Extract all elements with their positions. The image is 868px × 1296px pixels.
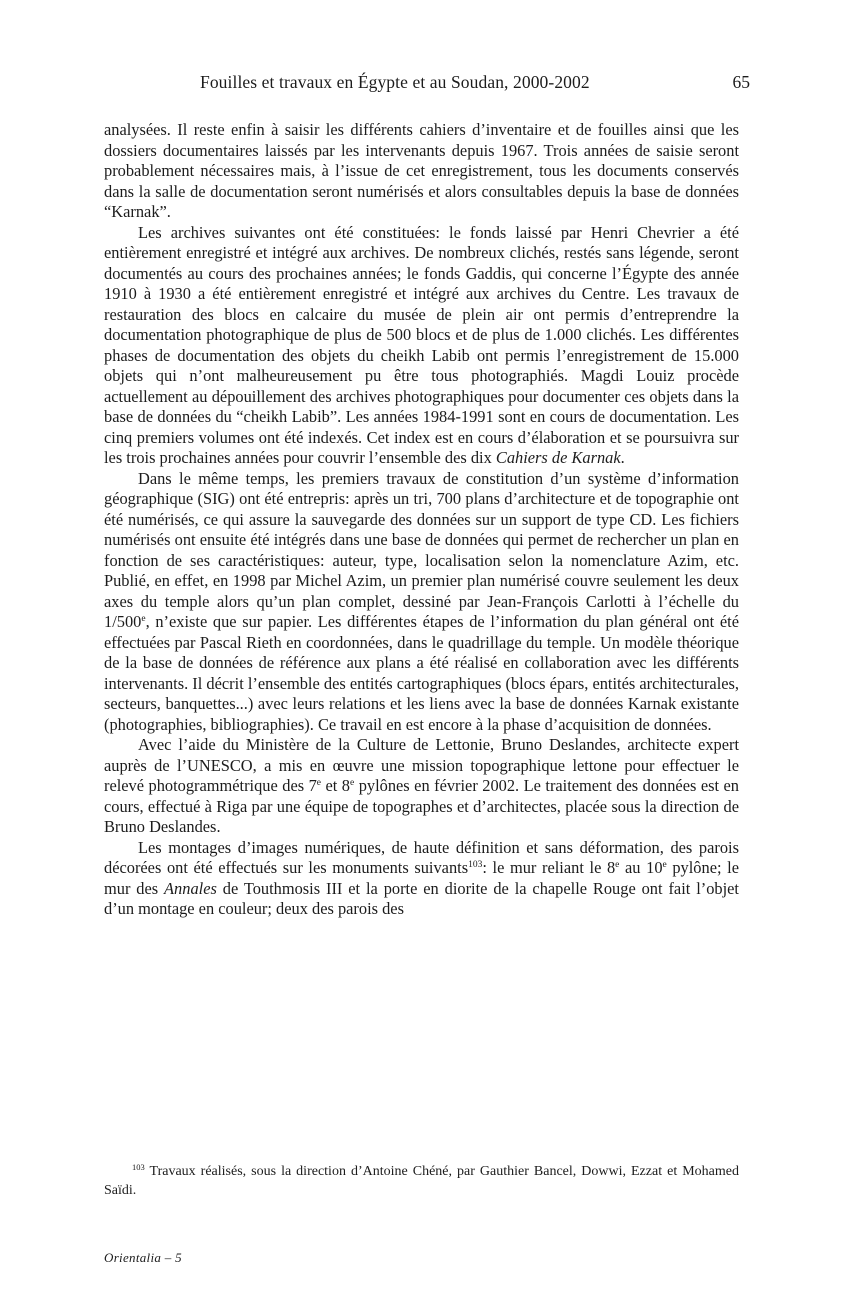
signature-mark: Orientalia – 5 (104, 1250, 182, 1265)
paragraph-text: . (620, 448, 625, 467)
paragraph-text: analysées. Il reste enfin à saisir les différents cahiers d’inventaire et de fouilles ainsi que les dossiers documentaires laissés par les intervenants depuis 1967. Trois années de saisie seront probablement nécessaires mais, à l’issue de cet enregistrement, tous les documents conservés dans la salle de documentation seront numérisés et alors consultables depuis la base de données “Karnak”. (104, 120, 739, 221)
paragraph-text: pylône; le mur des (104, 858, 739, 898)
italic-title: Cahiers de Karnak (495, 448, 621, 467)
paragraph-text: Avec l’aide du Ministère de la Culture de Lettonie, Bruno Deslandes, architecte expert auprès de l’UNESCO, a mis en œuvre une mission topographique lettone pour effectuer le relevé photogrammétrique des 7 (104, 735, 739, 795)
body-text (104, 120, 739, 920)
page-number: 65 (732, 72, 750, 92)
paragraph-text: et 8 (321, 776, 350, 795)
paragraph-4 (104, 735, 739, 838)
paragraph-text: , n’existe que sur papier. Les différentes étapes de l’information du plan général ont été effectuées par Pascal Rieth en coordonnées, dans le quadrillage du temple. Un modèle théorique de la base de données de référence aux plans a été réalisé en collaboration avec les différents intervenants. Il décrit l’ensemble des entités cartographiques (blocs épars, entités architecturales, secteurs, banquettes...) avec leurs relations et les liens avec la base de données Karnak existante (photographies, bibliographies). Ce travail en est encore à la phase d’acquisition de données. (104, 612, 739, 734)
paragraph-text: de Touthmosis III et la porte en diorite de la chapelle Rouge ont fait l’objet d’un montage en couleur; deux des parois des (104, 878, 739, 918)
ordinal-superscript: e (316, 778, 322, 788)
ordinal-superscript: e (662, 860, 667, 870)
paragraph-text: Dans le même temps, les premiers travaux de constitution d’un système d’information géographique (SIG) ont été entrepris: après un tri, 700 plans d’architecture et de topographie ont été numérisés, ce qui assure la sauvegarde des données sur un support de type CD. Les fichiers numérisés ont ensuite été intégrés dans une base de données qui permet de rechercher un plan en fonction de ses caractéristiques: auteur, type, localisation selon la nomenclature Azim, etc. Publié, en effet, en 1998 par Michel Azim, un premier plan numérisé couvre seulement les deux axes du temple alors qu’un plan complet, dessiné par Jean-François Carlotti à l’échelle du 1/500 (104, 468, 739, 631)
paragraph-text: : le mur reliant le 8 (482, 858, 616, 877)
paragraph-text: Les archives suivantes ont été constituées: le fonds laissé par Henri Chevrier a été entièrement enregistré et intégré aux archives. De nombreux clichés, restés sans légende, seront documentés au cours des prochaines années; le fonds Gaddis, qui concerne l’Égypte des année 1910 à 1930 a été entièrement enregistré et intégré aux archives du Centre. Les travaux de restauration des blocs en calcaire du musée de plein air ont permis d’entreprendre la documentation photographique de plus de 500 blocs et de plus de 1.000 clichés. Les différentes phases de documentation des objets du cheikh Labib ont permis l’enregistrement de 15.000 objets qui n’ont malheureusement pu être tous photographiés. Magdi Louiz procède actuellement au dépouillement des archives photographiques pour documenter ces objets dans la base de données du “cheikh Labib”. Les années 1984-1991 sont en cours de documentation. Les cinq premiers volumes ont été indexés. Cet index est en cours d’élaboration et se poursuivra sur les trois prochaines années pour couvrir l’ensemble des dix (104, 222, 739, 467)
ordinal-superscript: e (141, 614, 146, 624)
paragraph-text: au 10 (619, 858, 663, 877)
ordinal-superscript: e (350, 778, 355, 788)
running-head: Fouilles et travaux en Égypte et au Soudan, 2000-2002 (200, 72, 590, 92)
ordinal-superscript: e (615, 860, 620, 870)
paragraph-2 (104, 223, 739, 469)
italic-title: Annales (164, 878, 217, 898)
paragraph-5 (104, 838, 739, 920)
footnote (104, 1163, 739, 1200)
paragraph-1 (104, 120, 739, 223)
paragraph-3 (104, 469, 739, 736)
footnote-marker: 103 (132, 1162, 145, 1172)
paragraph-text: Les montages d’images numériques, de haute définition et sans déformation, des parois décorées ont été effectués sur les monuments suivants (104, 837, 739, 877)
paragraph-text: pylônes en février 2002. Le traitement des données est en cours, effectué à Riga par une équipe de topographes et d’architectes, placée sous la direction de Bruno Deslandes. (104, 776, 739, 836)
footnote-reference[interactable]: 103 (468, 860, 483, 870)
footnote-text: Travaux réalisés, sous la direction d’Antoine Chéné, par Gauthier Bancel, Dowwi, Ezzat et Mohamed Saïdi. (104, 1164, 739, 1198)
